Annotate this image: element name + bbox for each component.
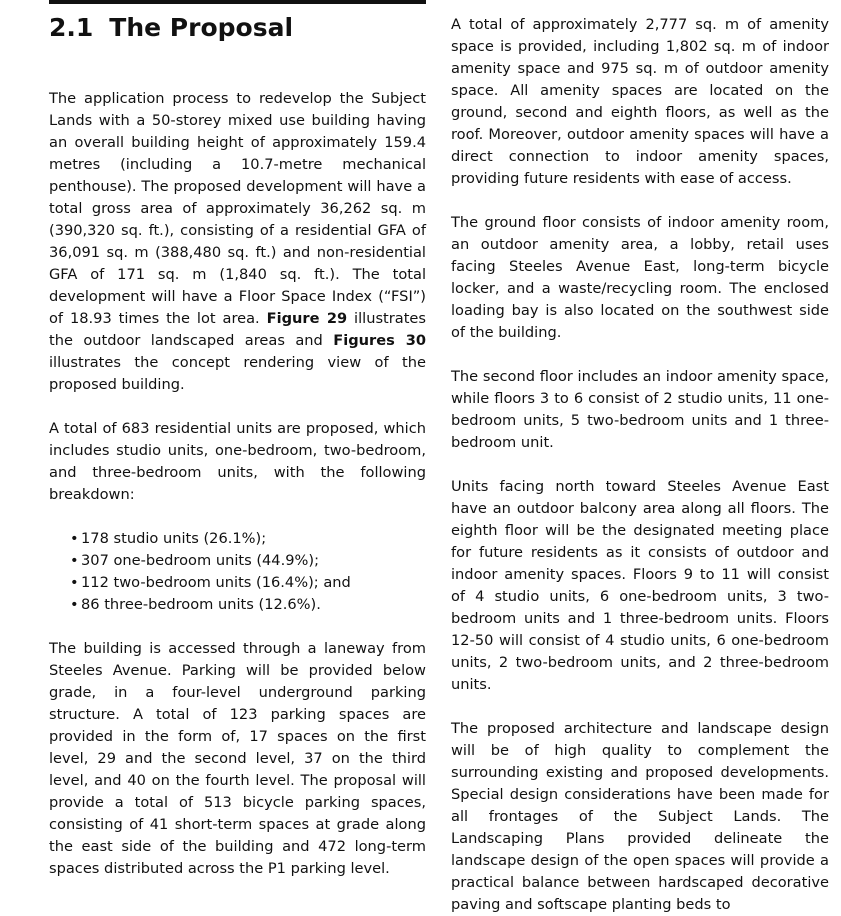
unit-breakdown-list <box>49 528 426 616</box>
paragraph-proposal-overview <box>49 88 426 396</box>
section-number: 2.1 <box>49 13 94 42</box>
figure-30-reference: Figures 30 <box>333 332 427 349</box>
overview-text-2: illustrates the outdoor landscaped areas and <box>49 310 427 349</box>
overview-text-3: illustrates the concept rendering view of the proposed building. <box>49 354 426 393</box>
paragraph-amenity: A total of approximately 2,777 sq. m of amenity space is provided, including 1,802 sq. m of indoor amenity space and 975 sq. m of outdoor amenity space. All amenity spaces are located on the ground, second and eighth floors, as well as the roof. Moreover, outdoor amenity spaces will have a direct connection to indoor amenity spaces, providing future residents with ease of access. <box>451 16 829 187</box>
list-item: • 178 studio units (26.1%); <box>70 528 426 550</box>
section-top-rule <box>49 0 426 4</box>
paragraph-design: The proposed architecture and landscape design will be of high quality to complement the surrounding existing and proposed developments. Special design considerations have been made for all frontages of the Subject Lands. The Landscaping Plans provided delineate the landscape design of the open spaces will provide a practical balance between hardscaped decorative paving and softscape planting beds to <box>451 720 829 913</box>
paragraph-unit-count: A total of 683 residential units are proposed, which includes studio units, one-bedroom, two-bedroom, and three-bedroom units, with the following breakdown: <box>49 420 426 503</box>
list-item: • 307 one-bedroom units (44.9%); <box>70 550 426 572</box>
paragraph-second-floor: The second floor includes an indoor amenity space, while floors 3 to 6 consist of 2 studio units, 11 one-bedroom units, 5 two-bedroom units and 1 three-bedroom unit. <box>451 368 829 451</box>
paragraph-ground-floor: The ground floor consists of indoor amenity room, an outdoor amenity area, a lobby, retail uses facing Steeles Avenue East, long-term bicycle locker, and a waste/recycling room. The enclosed loading bay is also located on the southwest side of the building. <box>451 214 829 341</box>
section-title: The Proposal <box>109 13 294 42</box>
left-column <box>49 0 426 880</box>
figure-29-reference: Figure 29 <box>266 310 348 327</box>
list-item: • 86 three-bedroom units (12.6%). <box>70 594 426 616</box>
right-column <box>451 14 829 916</box>
overview-text-1: The application process to redevelop the Subject Lands with a 50-storey mixed use building having an overall building height of approximately 159.4 metres (including a 10.7-metre mechanical penthouse). The proposed development will have a total gross area of approximately 36,262 sq. m (390,320 sq. ft.), consisting of a residential GFA of 36,091 sq. m (388,480 sq. ft.) and non-residential GFA of 171 sq. m (1,840 sq. ft.). The total development will have a Floor Space Index (“FSI”) of 18.93 times the lot area. <box>49 90 426 327</box>
section-heading <box>49 13 426 43</box>
list-item: • 112 two-bedroom units (16.4%); and <box>70 572 426 594</box>
paragraph-parking: The building is accessed through a laneway from Steeles Avenue. Parking will be provided below grade, in a four-level underground parking structure. A total of 123 parking spaces are provided in the form of, 17 spaces on the first level, 29 and the second level, 37 on the third level, and 40 on the fourth level. The proposal will provide a total of 513 bicycle parking spaces, consisting of 41 short-term spaces at grade along the east side of the building and 472 long-term spaces distributed across the P1 parking level. <box>49 640 426 877</box>
paragraph-upper-floors: Units facing north toward Steeles Avenue East have an outdoor balcony area along all floors. The eighth floor will be the designated meeting place for future residents as it consists of outdoor and indoor amenity spaces. Floors 9 to 11 will consist of 4 studio units, 6 one-bedroom units, 3 two-bedroom units and 1 three-bedroom units. Floors 12-50 will consist of 4 studio units, 6 one-bedroom units, 2 two-bedroom units, and 2 three-bedroom units. <box>451 478 829 693</box>
